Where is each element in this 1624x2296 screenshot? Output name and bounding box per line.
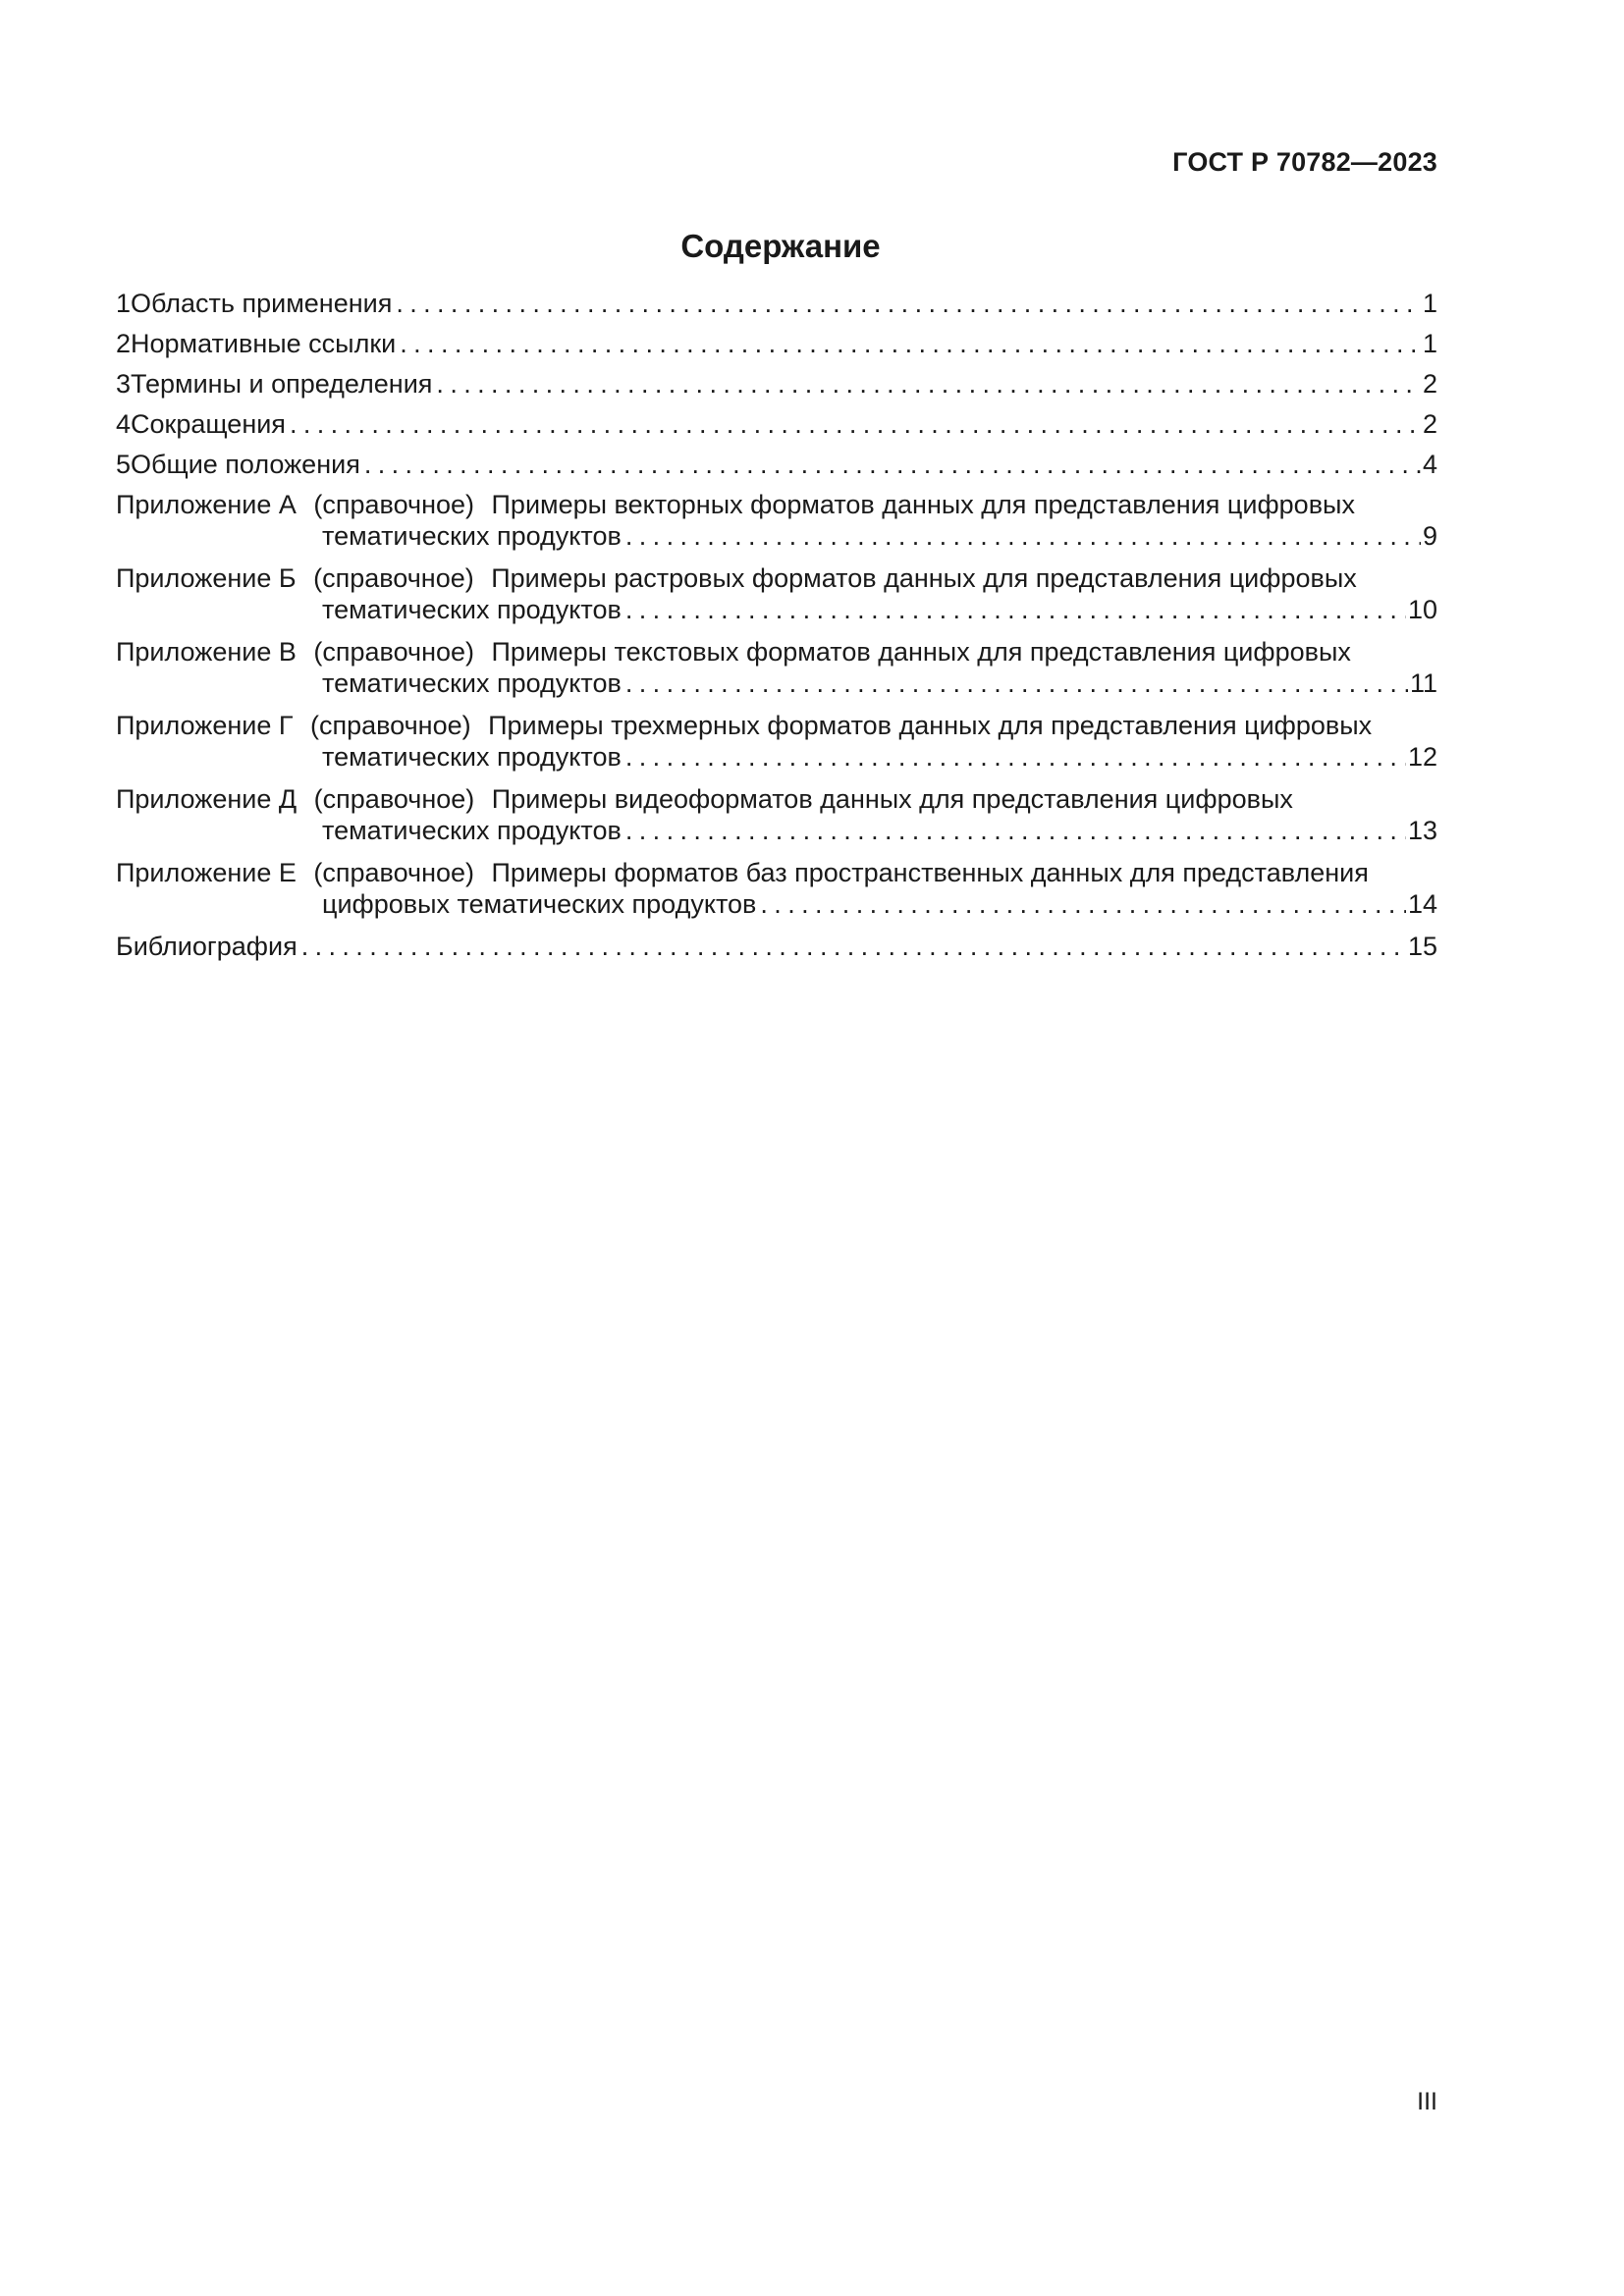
section-title: Сокращения bbox=[131, 409, 286, 439]
page-number: 11 bbox=[1409, 668, 1437, 698]
section-title: Термины и определения bbox=[131, 369, 433, 399]
toc-entry-appendix-v[interactable] bbox=[116, 636, 1437, 710]
page-number: 1 bbox=[1422, 289, 1437, 318]
appendix-label: Приложение Е bbox=[116, 858, 297, 887]
dot-leader bbox=[290, 408, 1421, 440]
page-number: 10 bbox=[1407, 595, 1437, 624]
appendix-label: Приложение Б bbox=[116, 563, 297, 593]
toc-entry-section-4[interactable] bbox=[116, 408, 1437, 449]
section-title: Нормативные ссылки bbox=[131, 329, 397, 358]
dot-leader bbox=[625, 741, 1406, 773]
section-number: 4 bbox=[116, 409, 132, 439]
page-number: 2 bbox=[1422, 409, 1437, 439]
page-number: 1 bbox=[1422, 329, 1437, 358]
appendix-title-line1: Примеры видеоформатов данных для представления цифровых bbox=[491, 784, 1293, 814]
appendix-title-line2: цифровых тематических продуктов bbox=[322, 889, 757, 919]
page-folio: III bbox=[1417, 2088, 1437, 2115]
page-number: 15 bbox=[1407, 932, 1437, 961]
appendix-kind: (справочное) bbox=[313, 784, 475, 814]
appendix-label: Приложение Д bbox=[116, 784, 298, 814]
appendix-title-line2: тематических продуктов bbox=[322, 742, 622, 772]
appendix-label: Приложение Г bbox=[116, 711, 294, 740]
appendix-title-line1: Примеры трехмерных форматов данных для представления цифровых bbox=[488, 711, 1373, 740]
dot-leader bbox=[625, 667, 1408, 699]
dot-leader bbox=[301, 931, 1406, 962]
bibliography-title: Библиография bbox=[116, 932, 298, 961]
toc-title: Содержание bbox=[680, 228, 881, 264]
section-number: 5 bbox=[116, 450, 132, 479]
appendix-kind: (справочное) bbox=[313, 563, 474, 593]
dot-leader bbox=[396, 288, 1421, 319]
dot-leader bbox=[400, 328, 1421, 359]
toc-entry-appendix-b[interactable] bbox=[116, 562, 1437, 636]
toc-entry-appendix-g[interactable] bbox=[116, 710, 1437, 783]
section-number: 3 bbox=[116, 369, 132, 399]
page-number: 12 bbox=[1407, 742, 1437, 772]
toc-entry-appendix-e[interactable] bbox=[116, 857, 1437, 931]
appendix-title-line1: Примеры текстовых форматов данных для представления цифровых bbox=[491, 637, 1351, 667]
section-title: Общие положения bbox=[131, 450, 360, 479]
toc-entry-appendix-a[interactable] bbox=[116, 489, 1437, 562]
page-number: 14 bbox=[1407, 889, 1437, 919]
dot-leader bbox=[625, 815, 1406, 846]
page-number: 2 bbox=[1422, 369, 1437, 399]
appendix-kind: (справочное) bbox=[310, 711, 471, 740]
appendix-title-line2: тематических продуктов bbox=[322, 668, 622, 698]
page-number: 9 bbox=[1422, 521, 1437, 551]
toc-entry-appendix-d[interactable] bbox=[116, 783, 1437, 857]
table-of-contents bbox=[116, 288, 1437, 971]
toc-entry-bibliography[interactable] bbox=[116, 931, 1437, 971]
appendix-title-line2: тематических продуктов bbox=[322, 595, 622, 624]
dot-leader bbox=[364, 449, 1421, 480]
toc-entry-section-5[interactable] bbox=[116, 449, 1437, 489]
appendix-title-line2: тематических продуктов bbox=[322, 521, 622, 551]
section-title: Область применения bbox=[131, 289, 393, 318]
appendix-title-line2: тематических продуктов bbox=[322, 816, 622, 845]
appendix-label: Приложение В bbox=[116, 637, 297, 667]
dot-leader bbox=[760, 888, 1406, 920]
toc-entry-section-3[interactable] bbox=[116, 368, 1437, 408]
dot-leader bbox=[625, 594, 1406, 625]
appendix-title-line1: Примеры растровых форматов данных для представления цифровых bbox=[491, 563, 1357, 593]
page-number: 4 bbox=[1422, 450, 1437, 479]
dot-leader bbox=[436, 368, 1421, 400]
toc-entry-section-2[interactable] bbox=[116, 328, 1437, 368]
appendix-kind: (справочное) bbox=[313, 490, 474, 519]
appendix-title-line1: Примеры форматов баз пространственных данных для представления bbox=[491, 858, 1369, 887]
toc-entry-section-1[interactable] bbox=[116, 288, 1437, 328]
appendix-kind: (справочное) bbox=[313, 637, 474, 667]
page-number: 13 bbox=[1407, 816, 1437, 845]
document-code: ГОСТ Р 70782—2023 bbox=[1172, 147, 1437, 177]
appendix-label: Приложение А bbox=[116, 490, 297, 519]
appendix-title-line1: Примеры векторных форматов данных для представления цифровых bbox=[491, 490, 1355, 519]
section-number: 1 bbox=[116, 289, 132, 318]
section-number: 2 bbox=[116, 329, 132, 358]
dot-leader bbox=[625, 520, 1421, 552]
appendix-kind: (справочное) bbox=[313, 858, 474, 887]
